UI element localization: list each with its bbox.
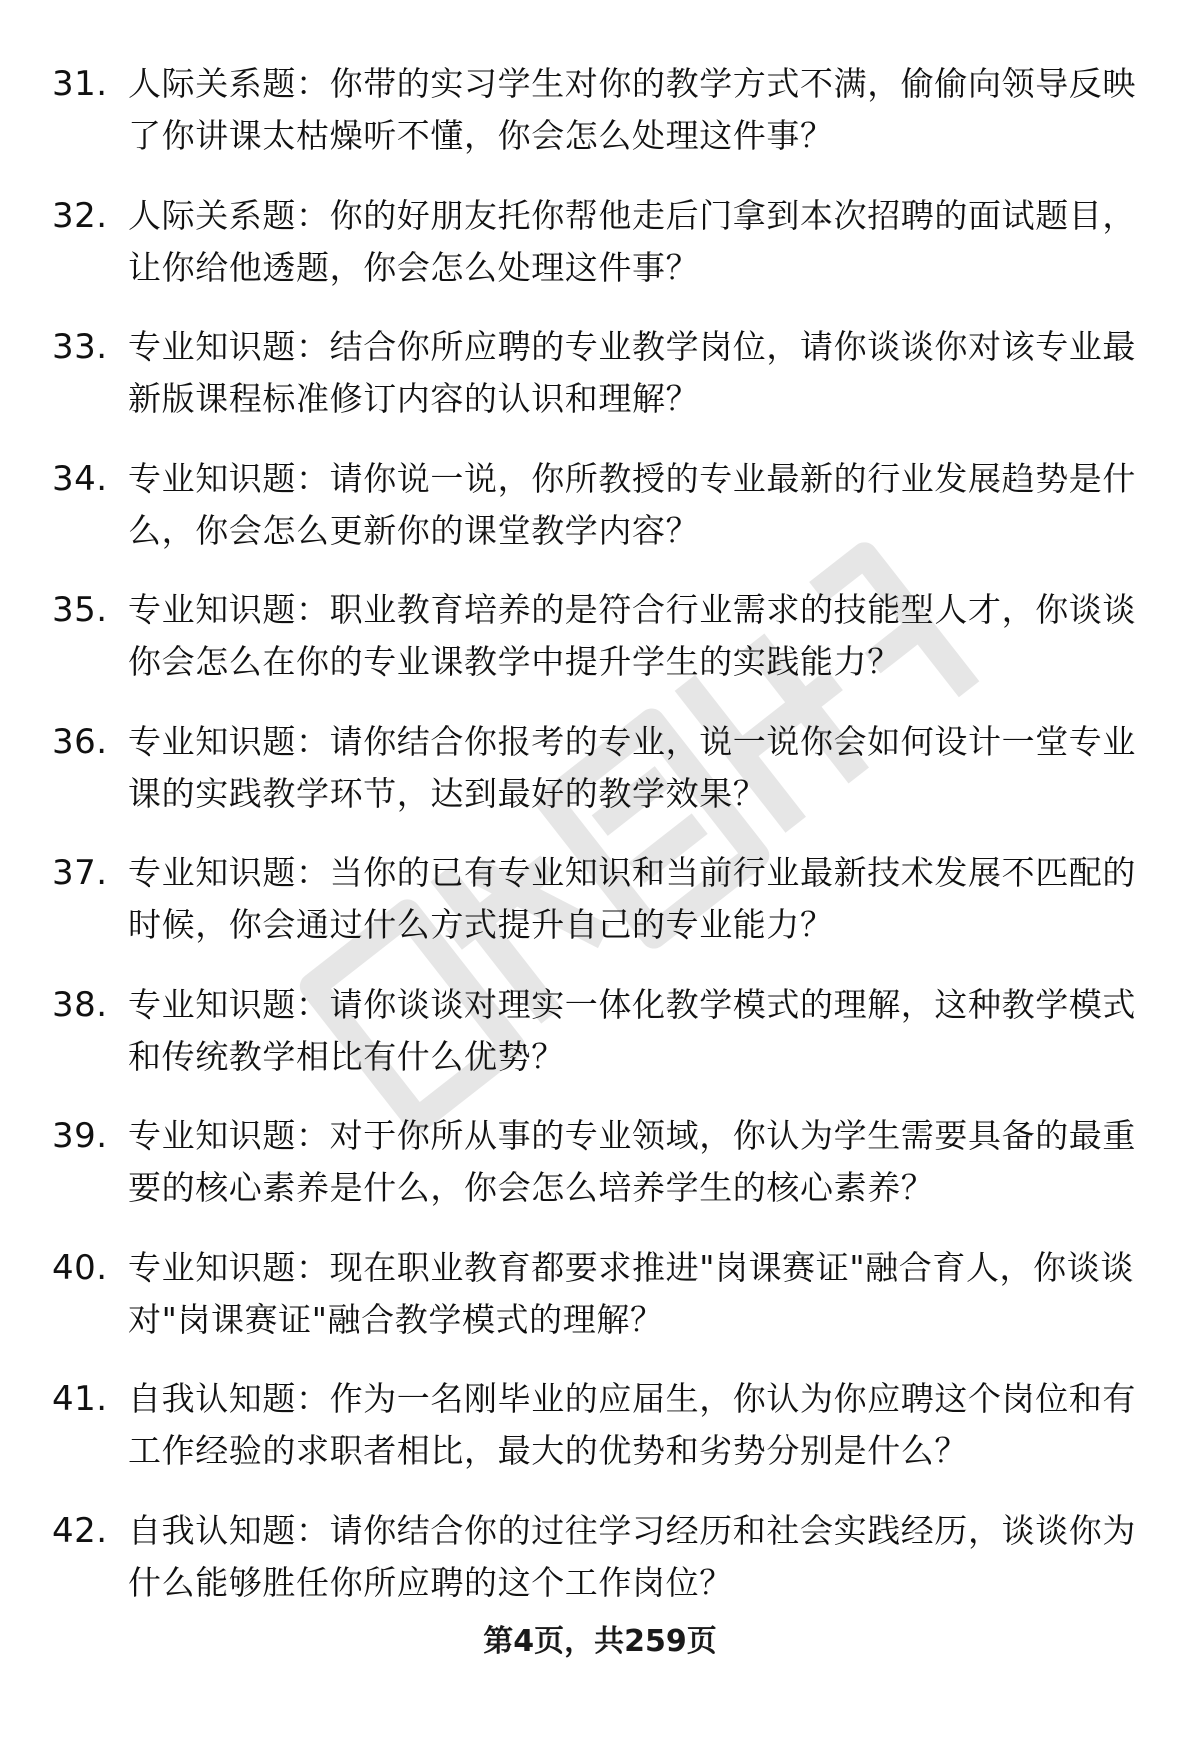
question-number: 37.: [52, 853, 108, 893]
question-number: 38.: [52, 984, 108, 1025]
question-text: 专业知识题：请你说一说，你所教授的专业最新的行业发展趋势是什么，你会怎么更新你的课堂教学内容？: [128, 458, 1136, 550]
list-item: [0, 584, 1200, 716]
question-number: 41.: [52, 1379, 108, 1419]
question-text: 人际关系题：你的好朋友托你帮他走后门拿到本次招聘的面试题目，让你给他透题，你会怎么处理这件事？: [128, 195, 1136, 287]
list-item: [0, 1110, 1200, 1242]
question-number: 39.: [52, 1116, 108, 1156]
question-text: 专业知识题：职业教育培养的是符合行业需求的技能型人才，你谈谈你会怎么在你的专业课教学中提升学生的实践能力？: [128, 590, 1136, 681]
list-item: [0, 716, 1200, 848]
question-text: 人际关系题：你带的实习学生对你的教学方式不满，偷偷向领导反映了你讲课太枯燥听不懂，你会怎么处理这件事？: [128, 64, 1136, 155]
question-text: 自我认知题：请你结合你的过往学习经历和社会实践经历，谈谈你为什么能够胜任你所应聘的这个工作岗位？: [128, 1510, 1136, 1602]
question-text: 专业知识题：请你结合你报考的专业，说一说你会如何设计一堂专业课的实践教学环节，达到最好的教学效果？: [128, 721, 1136, 813]
question-text: 专业知识题：请你谈谈对理实一体化教学模式的理解，这种教学模式和传统教学相比有什么优势？: [128, 984, 1136, 1076]
question-number: 35.: [52, 590, 108, 630]
list-item: [0, 1242, 1200, 1374]
question-number: 40.: [52, 1247, 108, 1288]
question-list: [0, 58, 1200, 1636]
list-item: [0, 453, 1200, 585]
question-text: 自我认知题：作为一名刚毕业的应届生，你认为你应聘这个岗位和有工作经验的求职者相比，最大的优势和劣势分别是什么？: [128, 1379, 1136, 1470]
question-text: 专业知识题：现在职业教育都要求推进"岗课赛证"融合育人，你谈谈对"岗课赛证"融合教学模式的理解？: [128, 1247, 1134, 1339]
question-number: 36.: [52, 721, 108, 762]
question-number: 31.: [52, 64, 108, 104]
list-item: [0, 1505, 1200, 1637]
list-item: [0, 1373, 1200, 1505]
list-item: [0, 321, 1200, 453]
list-item: [0, 58, 1200, 190]
list-item: [0, 979, 1200, 1111]
question-number: 42.: [52, 1510, 108, 1551]
list-item: [0, 190, 1200, 322]
question-text: 专业知识题：当你的已有专业知识和当前行业最新技术发展不匹配的时候，你会通过什么方式提升自己的专业能力？: [128, 853, 1136, 944]
question-text: 专业知识题：对于你所从事的专业领域，你认为学生需要具备的最重要的核心素养是什么，你会怎么培养学生的核心素养？: [128, 1116, 1136, 1207]
page-footer: 第4页，共259页: [483, 1624, 717, 1659]
question-text: 专业知识题：结合你所应聘的专业教学岗位，请你谈谈你对该专业最新版课程标准修订内容的认识和理解？: [128, 327, 1136, 418]
question-number: 32.: [52, 195, 108, 236]
question-number: 33.: [52, 327, 108, 367]
question-number: 34.: [52, 458, 108, 499]
list-item: [0, 847, 1200, 979]
